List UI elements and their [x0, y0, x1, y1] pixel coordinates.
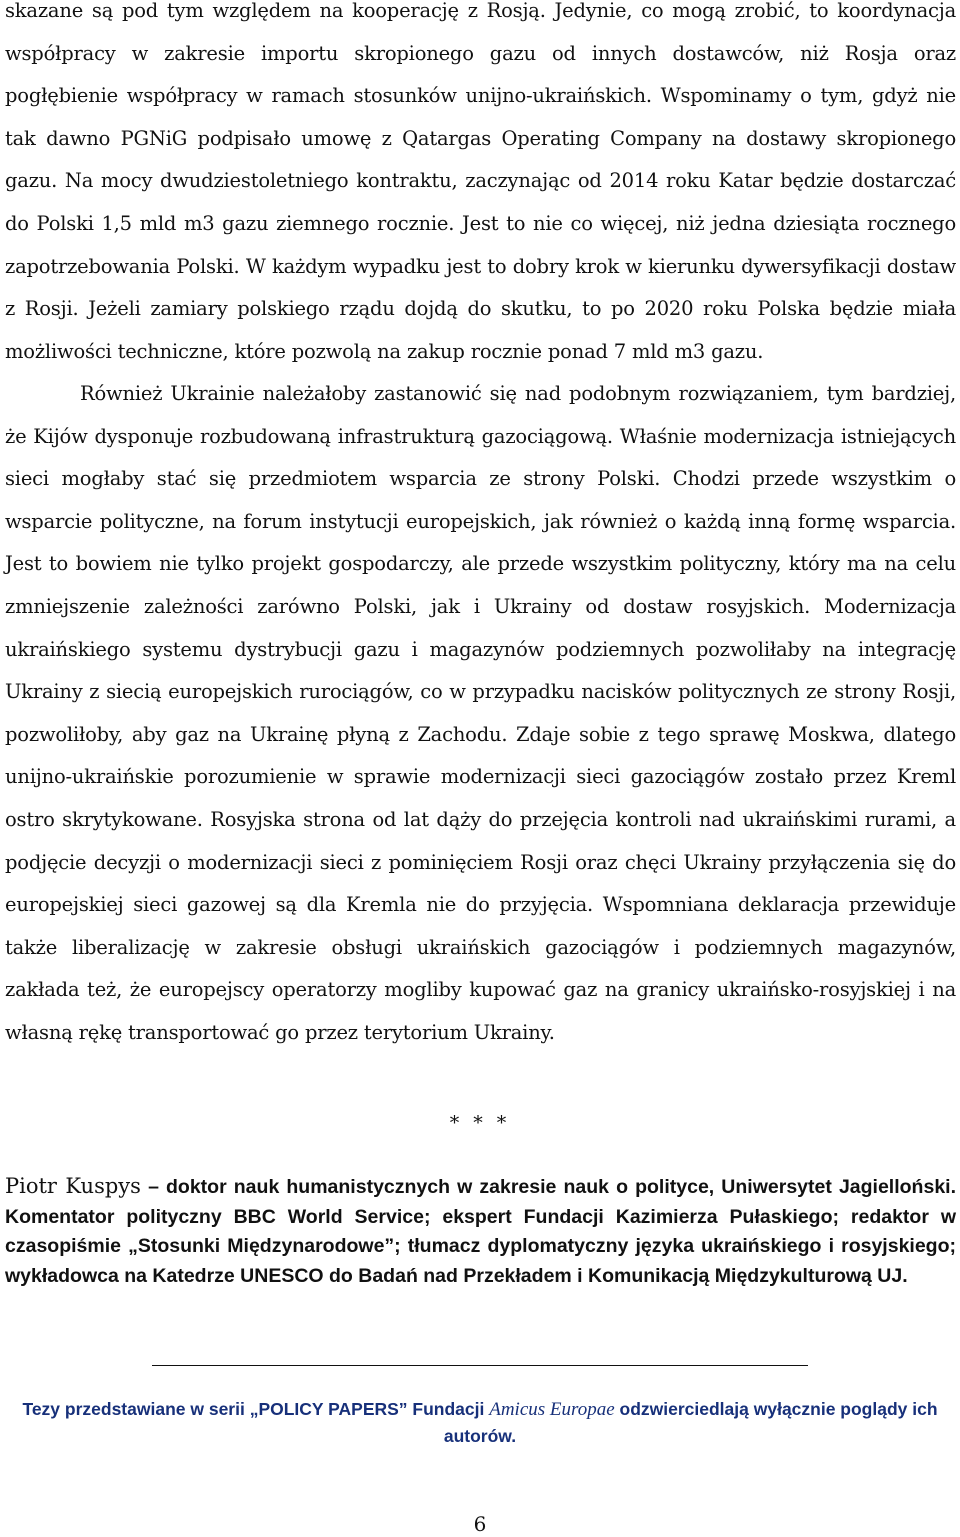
- disclaimer-note: [20, 1396, 940, 1449]
- author-name: Piotr Kuspys: [5, 1174, 141, 1198]
- section-separator: * * *: [449, 1112, 511, 1134]
- page-number: 6: [473, 1512, 487, 1536]
- body-paragraph-1: skazane są pod tym względem na kooperację z Rosją. Jedynie, co mogą zrobić, to koordynacja współpracy w zakresie importu skropionego gazu od innych dostawców, niż Rosja oraz pogłębienie współpracy w ramach stosunków unijno-ukraińskich. Wspominamy o tym, gdyż nie tak dawno PGNiG podpisało umowę z Qatargas Operating Company na dostawy skropionego gazu. Na mocy dwudziestoletniego kontraktu, zaczynając od 2014 roku Katar będzie dostarczać do Polski 1,5 mld m3 gazu ziemnego rocznie. Jest to nie co więcej, niż jedna dziesiąta rocznego zapotrzebowania Polski. W każdym wypadku jest to dobry krok w kierunku dywersyfikacji dostaw z Rosji. Jeżeli zamiary polskiego rządu dojdą do skutku, to po 2020 roku Polska będzie miała możliwości techniczne, które pozwolą na zakup rocznie ponad 7 mld m3 gazu.: [5, 0, 956, 363]
- author-bio-text: – doktor nauk humanistycznych w zakresie nauk o polityce, Uniwersytet Jagielloński. Komentator polityczny BBC World Service; ekspert Fundacji Kazimierza Pułaskiego; redaktor w czasopiśmie „Stosunki Międzynarodowe”; tłumacz dyplomatyczny języka ukraińskiego i rosyjskiego; wykładowca na Katedrze UNESCO do Badań nad Przekładem i Komunikacją Międzykulturową UJ.: [5, 1176, 956, 1287]
- disclaimer-text-start: Tezy przedstawiane w serii „POLICY PAPERS” Fundacji: [22, 1399, 490, 1419]
- footnote-divider: [152, 1365, 808, 1366]
- foundation-name: Amicus Europae: [489, 1399, 615, 1420]
- disclaimer-text-end: odzwierciedlają wyłącznie poglądy ich autorów.: [443, 1399, 938, 1446]
- body-paragraph-2: Również Ukrainie należałoby zastanowić się nad podobnym rozwiązaniem, tym bardziej, że Kijów dysponuje rozbudowaną infrastrukturą gazociągową. Właśnie modernizacja istniejących sieci mogłaby stać się przedmiotem wsparcia ze strony Polski. Chodzi przede wszystkim o wsparcie polityczne, na forum instytucji europejskich, jak również o każdą inną formę wsparcia. Jest to bowiem nie tylko projekt gospodarczy, ale przede wszystkim polityczny, który ma na celu zmniejszenie zależności zarówno Polski, jak i Ukrainy od dostaw rosyjskich. Modernizacja ukraińskiego systemu dystrybucji gazu i magazynów podziemnych pozwoliłaby na integrację Ukrainy z siecią europejskich rurociągów, co w przypadku nacisków politycznych ze strony Rosji, pozwoliłoby, aby gaz na Ukrainę płyną z Zachodu. Zdaje sobie z tego sprawę Moskwa, dlatego unijno-ukraińskie porozumienie w sprawie modernizacji sieci gazociągów zostało przez Kreml ostro skrytykowane. Rosyjska strona od lat dąży do przejęcia kontroli nad ukraińskimi rurami, a podjęcie decyzji o modernizacji sieci z pominięciem Rosji oraz chęci Ukrainy przyłączenia się do europejskiej sieci gazowej są dla Kremla nie do przyjęcia. Wspomniana deklaracja przewiduje także liberalizację w zakresie obsługi ukraińskich gazociągów i podziemnych magazynów, zakłada też, że europejscy operatorzy mogliby kupować gaz na granicy ukraińsko-rosyjskiej i na własną rękę transportować go przez terytorium Ukrainy.: [5, 382, 956, 1044]
- author-bio: [5, 1172, 956, 1291]
